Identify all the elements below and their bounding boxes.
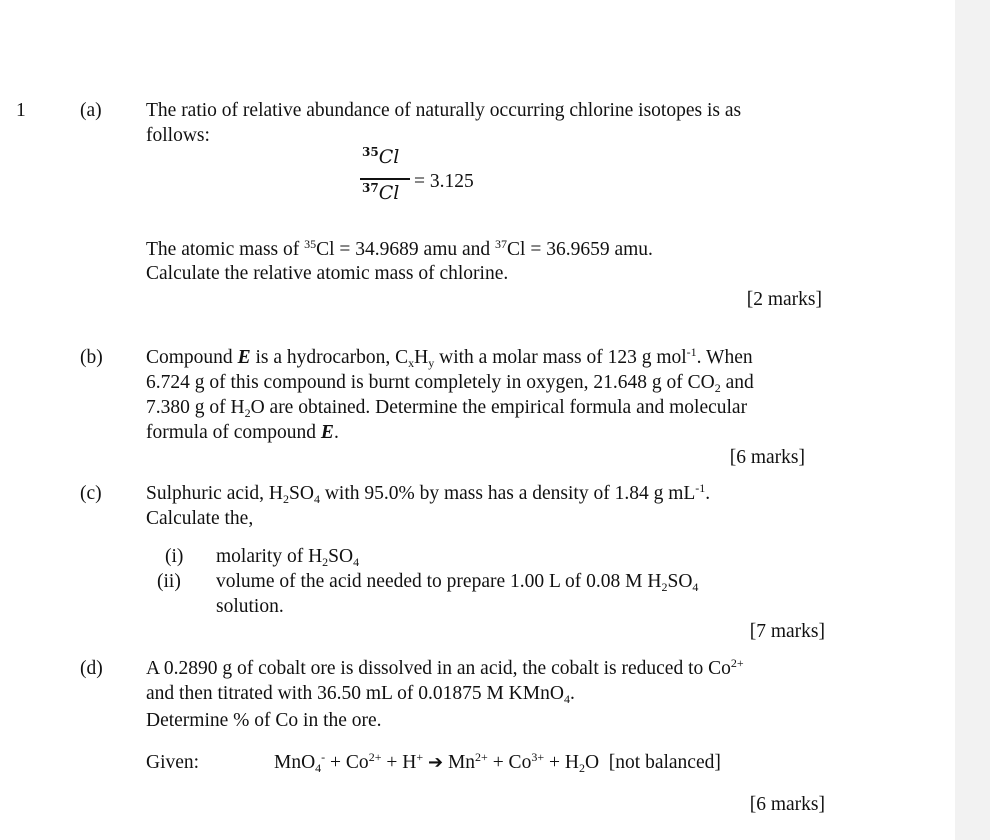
part-b-marks: [6 marks] bbox=[729, 447, 805, 468]
part-a-calc-line: Calculate the relative atomic mass of chlorine. bbox=[146, 263, 509, 284]
part-d-line2: and then titrated with 36.50 mL of 0.01875 M KMnO$_4$. bbox=[146, 683, 575, 706]
part-c-ii-text-cont: solution. bbox=[216, 596, 284, 617]
part-d-line3: Determine % of Co in the ore. bbox=[146, 710, 382, 731]
right-gutter bbox=[955, 0, 990, 840]
ratio-numerator: $^{35}$Cl bbox=[362, 145, 400, 168]
part-a-line1: The ratio of relative abundance of naturally occurring chlorine isotopes is as bbox=[146, 100, 742, 121]
redox-equation: $MnO_4^- + Co^{2+} + H^+$ ➔ $Mn^{2+} + Co^{3+} + H_2O$ [not balanced] bbox=[274, 750, 721, 775]
part-a-marks: [2 marks] bbox=[746, 289, 822, 310]
part-c-marks: [7 marks] bbox=[749, 621, 825, 642]
part-d-marks: [6 marks] bbox=[749, 794, 825, 815]
fraction-bar bbox=[360, 178, 410, 180]
reaction-arrow-icon: ➔ bbox=[427, 752, 444, 773]
part-b-line3: 7.380 g of $H_2O$ are obtained. Determine the empirical formula and molecular bbox=[146, 397, 748, 420]
part-b-label: (b) bbox=[80, 347, 103, 368]
part-a-label: (a) bbox=[80, 100, 102, 121]
part-b-line1: Compound E is a hydrocarbon, $C_xH_y$ with a molar mass of 123 g mol$^{-1}$. When bbox=[146, 345, 753, 370]
part-c-line1: Sulphuric acid, $H_2SO_4$ with 95.0% by mass has a density of 1.84 g $mL^{-1}$. bbox=[146, 481, 711, 506]
part-a-line2: follows: bbox=[146, 125, 210, 146]
part-d-line1: A 0.2890 g of cobalt ore is dissolved in an acid, the cobalt is reduced to $Co^{2+}$ bbox=[146, 656, 744, 679]
part-a-atomic-mass-line: The atomic mass of $^{35}$Cl = 34.9689 amu and $^{37}$Cl = 36.9659 amu. bbox=[146, 237, 653, 260]
part-b-line4: formula of compound E. bbox=[146, 422, 339, 443]
part-c-i-text: molarity of $H_2SO_4$ bbox=[216, 546, 360, 569]
ratio-denominator: $^{37}$Cl bbox=[362, 181, 400, 204]
part-c-i-label: (i) bbox=[165, 546, 184, 567]
part-c-ii-label: (ii) bbox=[157, 571, 181, 592]
part-c-ii-text: volume of the acid needed to prepare 1.00 L of 0.08 M $H_2SO_4$ bbox=[216, 571, 699, 594]
part-d-label: (d) bbox=[80, 658, 103, 679]
part-b-line2: 6.724 g of this compound is burnt completely in oxygen, 21.648 g of $CO_2$ and bbox=[146, 372, 754, 395]
part-c-line2: Calculate the, bbox=[146, 508, 254, 529]
question-number: 1 bbox=[16, 100, 26, 121]
given-label: Given: bbox=[146, 752, 200, 773]
ratio-value: = 3.125 bbox=[414, 171, 474, 192]
part-c-label: (c) bbox=[80, 483, 102, 504]
